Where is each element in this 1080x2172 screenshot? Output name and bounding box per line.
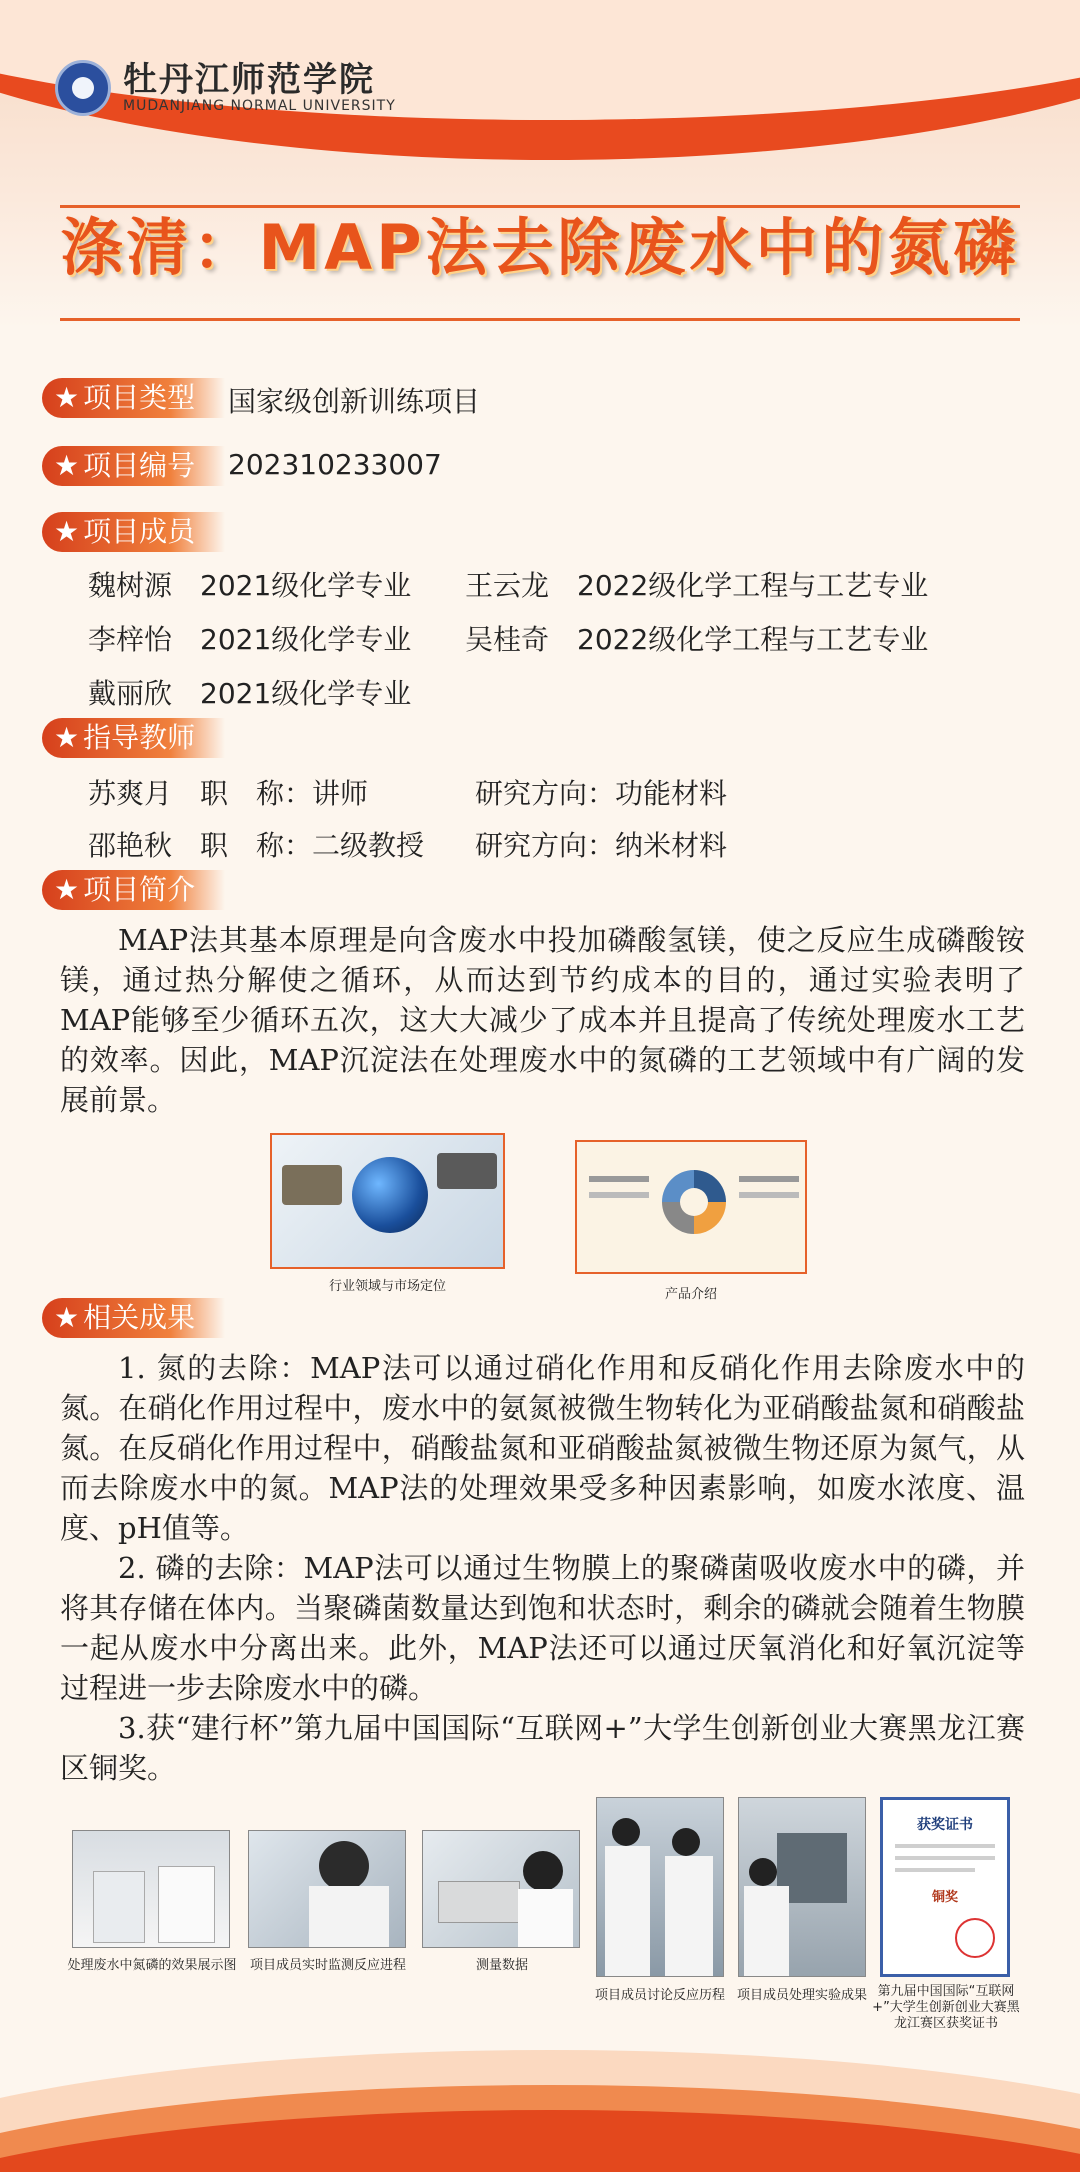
star-icon: ★ (54, 515, 80, 548)
results-paragraphs (60, 1348, 1025, 1788)
star-icon: ★ (54, 381, 80, 414)
university-emblem-icon (55, 60, 111, 116)
section-tag-results (42, 1298, 225, 1338)
photo-caption: 项目成员实时监测反应进程 (249, 1958, 406, 1973)
result-award: 3.获“建行杯”第九届中国国际“互联网+”大学生创新创业大赛黑龙江赛区铜奖。 (60, 1711, 1025, 1785)
product-image (575, 1140, 807, 1274)
section-tag-members (42, 512, 225, 552)
photo-effect (72, 1830, 230, 1948)
member-row: 李梓怡 2021级化学专业 (88, 623, 412, 656)
image-caption: 行业领域与市场定位 (328, 1279, 446, 1294)
section-label: 项目类型 (83, 381, 196, 414)
certificate-title: 获奖证书 (917, 1817, 973, 1833)
teacher-row: 邵艳秋 职 称：二级教授 (88, 829, 425, 862)
section-tag-type (42, 378, 225, 418)
award-certificate (880, 1797, 1010, 1977)
teacher-direction: 研究方向：功能材料 (475, 777, 728, 810)
member-row: 王云龙 2022级化学工程与工艺专业 (465, 569, 929, 602)
member-row: 魏树源 2021级化学专业 (88, 569, 412, 602)
university-logo (55, 60, 396, 116)
photo-results (738, 1797, 866, 1977)
project-number-value: 202310233007 (228, 448, 442, 481)
result-phosphorus: 2. 磷的去除：MAP法可以通过生物膜上的聚磷菌吸收废水中的磷，并将其存储在体内。当聚磷菌数量达到饱和状态时，剩余的磷就会随着生物膜一起从废水中分离出来。此外，MAP法还可以通过厌氧消化和好氧沉淀等过程进一步去除废水中的磷。 (60, 1551, 1025, 1705)
photo-caption: 项目成员讨论反应历程 (594, 1988, 725, 2003)
photo-monitor (248, 1830, 406, 1948)
intro-paragraph: MAP法其基本原理是向含废水中投加磷酸氢镁，使之反应生成磷酸铵镁，通过热分解使之循环，从而达到节约成本的目的，通过实验表明了MAP能够至少循环五次，这大大减少了成本并且提高了传统处理废水工艺的效率。因此，MAP沉淀法在处理废水中的氮磷的工艺领域中有广阔的发展前景。 (60, 923, 1025, 1117)
teacher-direction: 研究方向：纳米材料 (475, 829, 728, 862)
section-tag-teachers (42, 718, 225, 758)
star-icon: ★ (54, 873, 80, 906)
title-line-bottom (60, 318, 1020, 321)
section-tag-intro (42, 870, 225, 910)
section-label: 相关成果 (83, 1301, 196, 1334)
project-type-value: 国家级创新训练项目 (228, 385, 481, 418)
photo-measure (422, 1830, 580, 1948)
star-icon: ★ (54, 449, 80, 482)
member-row: 戴丽欣 2021级化学专业 (88, 677, 412, 710)
image-caption: 产品介绍 (664, 1287, 717, 1302)
footer-background (0, 2030, 1080, 2172)
member-row: 吴桂奇 2022级化学工程与工艺专业 (465, 623, 929, 656)
market-image (270, 1133, 505, 1269)
section-label: 项目编号 (83, 449, 196, 482)
university-name-cn: 牡丹江师范学院 (123, 60, 375, 100)
photo-discuss (596, 1797, 724, 1977)
photo-caption: 处理废水中氮磷的效果展示图 (67, 1958, 237, 1973)
section-tag-number (42, 446, 225, 486)
photo-caption: 项目成员处理实验成果 (736, 1988, 867, 2003)
result-nitrogen: 1. 氮的去除：MAP法可以通过硝化作用和反硝化作用去除废水中的氮。在硝化作用过程中，废水中的氨氮被微生物转化为亚硝酸盐氮和硝酸盐氮。在反硝化作用过程中，硝酸盐氮和亚硝酸盐氮被微生物还原为氮气，从而去除废水中的氮。MAP法的处理效果受多种因素影响，如废水浓度、温度、pH值等。 (60, 1351, 1025, 1545)
section-label: 指导教师 (83, 721, 196, 754)
star-icon: ★ (54, 721, 80, 754)
teacher-row: 苏爽月 职 称：讲师 (88, 777, 369, 810)
certificate-award: 铜奖 (931, 1890, 958, 1905)
photo-caption: 第九届中国国际“互联网+”大学生创新创业大赛黑龙江赛区获奖证书 (872, 1984, 1020, 2031)
section-label: 项目简介 (83, 873, 196, 906)
university-name-en: MUDANJIANG NORMAL UNIVERSITY (123, 98, 396, 114)
page-title: 涤清：MAP法去除废水中的氮磷 (60, 211, 1020, 284)
photo-caption: 测量数据 (475, 1958, 528, 1973)
section-label: 项目成员 (83, 515, 196, 548)
star-icon: ★ (54, 1301, 80, 1334)
